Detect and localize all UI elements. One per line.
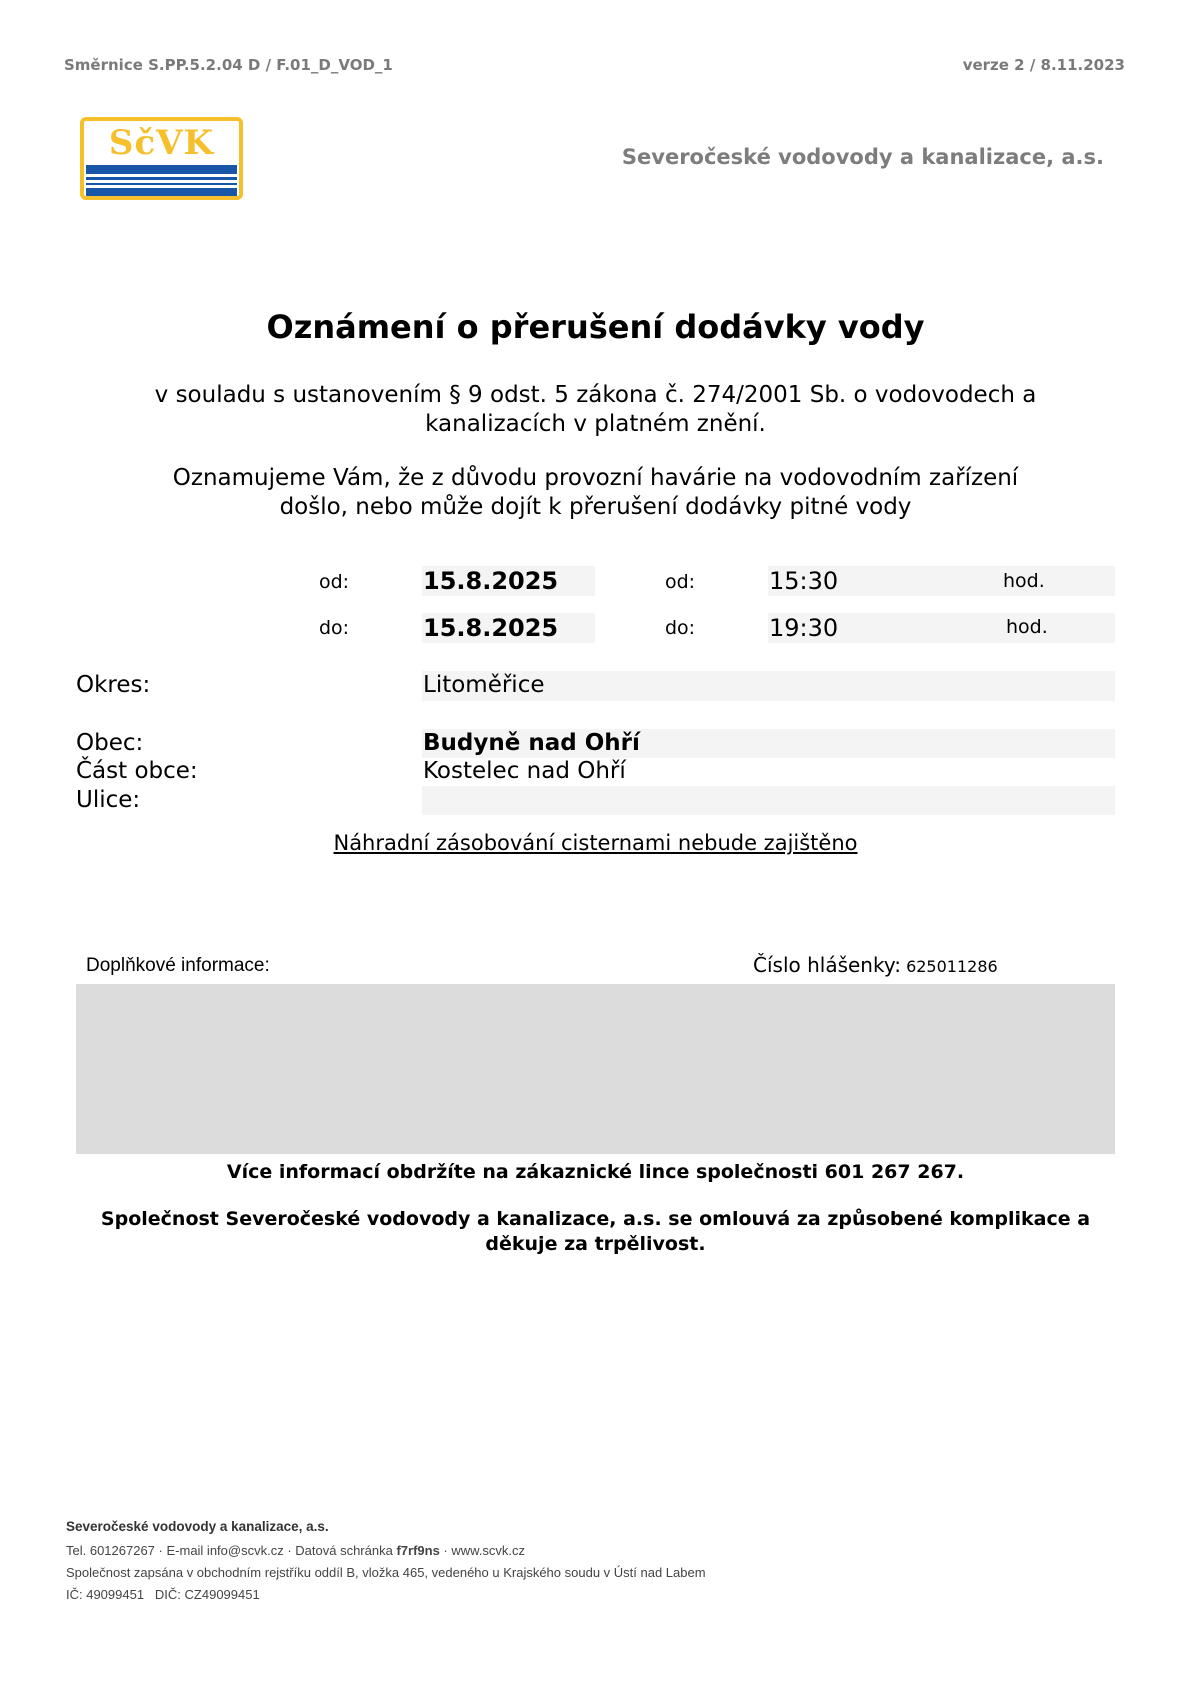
date-from-value: 15.8.2025	[423, 567, 559, 595]
footer-databox-id: f7rf9ns	[396, 1543, 440, 1558]
date-from-field	[422, 566, 595, 596]
municipality-label: Obec:	[76, 730, 144, 756]
report-number-label: Číslo hlášenky:	[753, 953, 901, 977]
time-to-label: do:	[665, 617, 696, 639]
time-to-value: 19:30	[769, 614, 839, 642]
footer-contacts: Tel. 601267267 · E-mail info@scvk.cz · Datová schránka f7rf9ns · www.scvk.cz	[66, 1543, 526, 1558]
footer-ico: IČ: 49099451	[66, 1587, 145, 1602]
municipality-value: Budyně nad Ohří	[423, 730, 640, 756]
municipality-part-value: Kostelec nad Ohří	[423, 758, 626, 784]
date-from-label: od:	[319, 571, 350, 593]
version-info: verze 2 / 8.11.2023	[962, 56, 1125, 74]
logo-wordmark: SčVK	[108, 123, 215, 163]
district-label: Okres:	[76, 672, 151, 698]
time-from-value: 15:30	[769, 567, 839, 595]
footer-dic: DIČ: CZ49099451	[154, 1587, 260, 1602]
report-number-group	[753, 953, 998, 977]
footer-website[interactable]: www.scvk.cz	[451, 1543, 526, 1558]
time-from-field	[768, 566, 1115, 596]
time-to-field	[768, 613, 1115, 643]
logo-water-stripes-icon	[86, 165, 237, 196]
legal-basis-text: v souladu s ustanovením § 9 odst. 5 zákona č. 274/2001 Sb. o vodovodech a kanalizacích v platném znění.	[154, 382, 1037, 437]
municipality-field	[422, 729, 1115, 758]
footer-email[interactable]: E-mail info@scvk.cz	[166, 1543, 284, 1558]
additional-info-label: Doplňkové informace:	[86, 955, 270, 976]
time-to-unit: hod.	[1006, 616, 1048, 638]
page-title: Oznámení o přerušení dodávky vody	[266, 308, 925, 346]
announcement-text: Oznamujeme Vám, že z důvodu provozní havárie na vodovodním zařízení došlo, nebo může dojít k přerušení dodávky pitné vody	[172, 465, 1019, 520]
district-value: Litoměřice	[423, 672, 545, 698]
footer-registry: Společnost zapsána v obchodním rejstříku oddíl B, vložka 465, vedeného u Krajského soudu v Ústí nad Labem	[66, 1565, 706, 1580]
municipality-part-label: Část obce:	[76, 758, 198, 784]
company-name-header: Severočeské vodovody a kanalizace, a.s.	[621, 145, 1104, 169]
tanker-supply-notice: Náhradní zásobování cisternami nebude zajištěno	[333, 831, 858, 855]
date-to-value: 15.8.2025	[423, 614, 559, 642]
footer-databox-label: Datová schránka	[295, 1543, 393, 1558]
time-from-label: od:	[665, 571, 696, 593]
footer-company: Severočeské vodovody a kanalizace, a.s.	[66, 1519, 329, 1534]
date-to-field	[422, 613, 595, 643]
time-from-unit: hod.	[1003, 570, 1045, 592]
apology-text: Společnost Severočeské vodovody a kanalizace, a.s. se omlouvá za způsobené komplikace a děkuje za trpělivost.	[100, 1208, 1091, 1255]
additional-info-box	[76, 984, 1115, 1154]
date-to-label: do:	[319, 617, 350, 639]
customer-line-text: Více informací obdržíte na zákaznické lince společnosti 601 267 267.	[226, 1161, 965, 1183]
scvk-logo	[80, 117, 243, 200]
street-field	[422, 786, 1115, 815]
street-label: Ulice:	[76, 787, 141, 813]
footer-tel: Tel. 601267267	[66, 1543, 155, 1558]
report-number-value: 625011286	[906, 957, 998, 976]
district-field	[422, 671, 1115, 701]
footer-tax-ids	[66, 1587, 260, 1602]
directive-code: Směrnice S.PP.5.2.04 D / F.01_D_VOD_1	[64, 56, 393, 74]
